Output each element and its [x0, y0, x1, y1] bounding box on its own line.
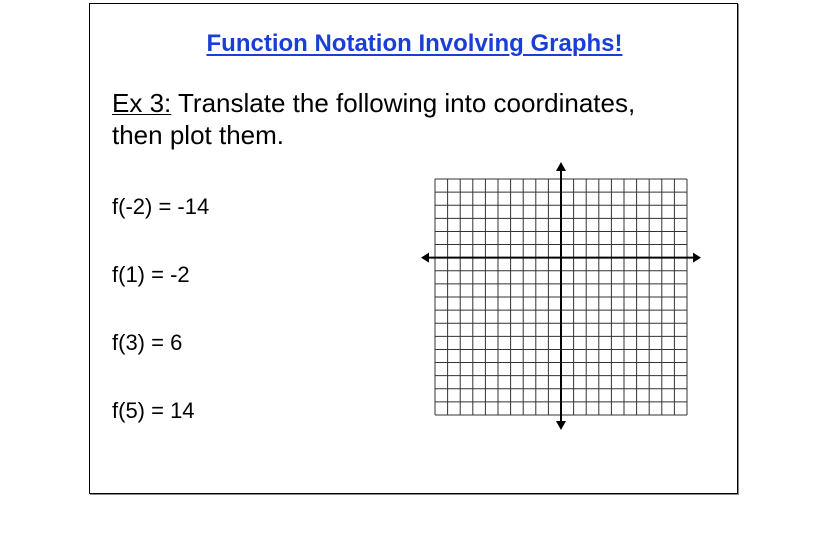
coordinate-plane [421, 161, 701, 433]
equation-1: f(-2) = -14 [112, 194, 210, 219]
equation-4: f(5) = 14 [112, 398, 195, 423]
equation-3: f(3) = 6 [112, 330, 183, 355]
y-axis-arrow-down-icon [556, 421, 566, 430]
y-axis-arrow-up-icon [556, 162, 566, 171]
prompt-line-2: then plot them. [112, 120, 284, 150]
slide-title: Function Notation Involving Graphs! [206, 30, 623, 57]
prompt-line-1: Translate the following into coordinates, [171, 88, 636, 118]
example-label: Ex 3: [112, 88, 172, 118]
x-axis-arrow-right-icon [693, 253, 701, 263]
coordinate-grid [421, 161, 701, 433]
x-axis-arrow-left-icon [421, 253, 429, 263]
equation-2: f(1) = -2 [112, 262, 190, 287]
slide [89, 3, 738, 494]
example-prompt [112, 87, 722, 151]
